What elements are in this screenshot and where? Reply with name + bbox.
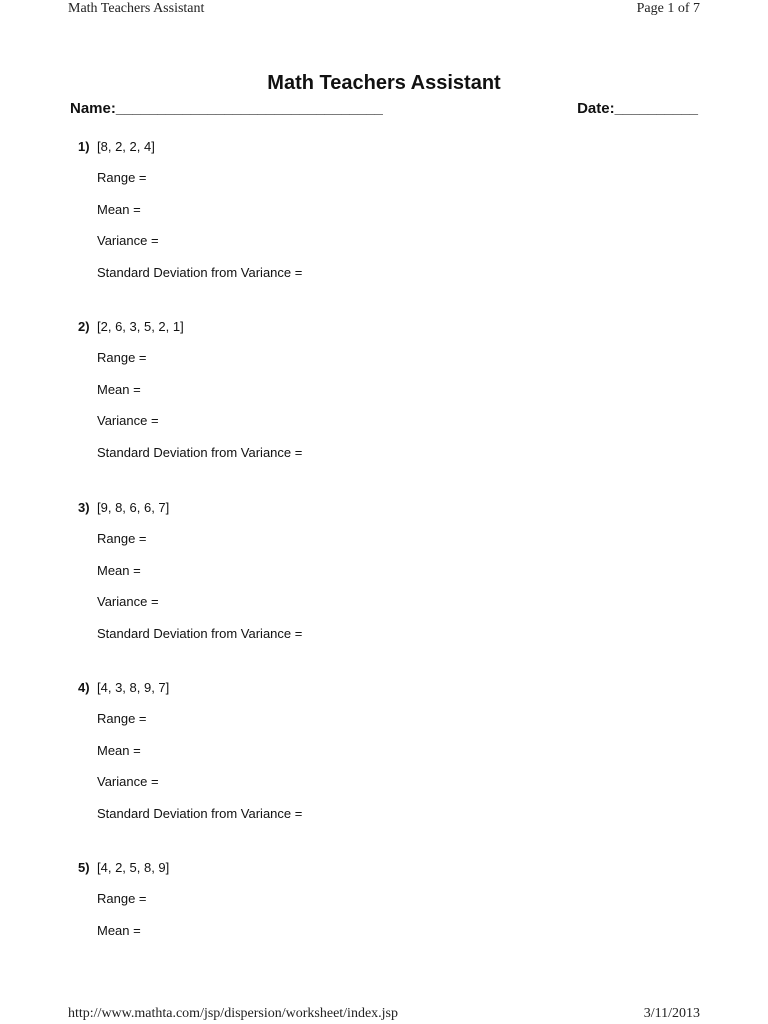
variance-line: Variance = bbox=[97, 413, 159, 428]
range-line: Range = bbox=[97, 531, 147, 546]
problem-dataset: [4, 3, 8, 9, 7] bbox=[97, 680, 170, 695]
variance-line: Variance = bbox=[97, 233, 159, 248]
mean-line: Mean = bbox=[97, 202, 141, 217]
variance-line: Variance = bbox=[97, 774, 159, 789]
mean-line: Mean = bbox=[97, 743, 141, 758]
problem-dataset: [8, 2, 2, 4] bbox=[97, 139, 155, 154]
problem-number: 5) bbox=[78, 860, 90, 875]
problem-dataset: [9, 8, 6, 6, 7] bbox=[97, 500, 170, 515]
mean-line: Mean = bbox=[97, 923, 141, 938]
problem-dataset: [2, 6, 3, 5, 2, 1] bbox=[97, 319, 184, 334]
print-footer-date: 3/11/2013 bbox=[643, 1006, 700, 1021]
std-dev-line: Standard Deviation from Variance = bbox=[97, 445, 303, 460]
range-line: Range = bbox=[97, 891, 147, 906]
worksheet-title: Math Teachers Assistant bbox=[267, 72, 501, 94]
print-footer-url: http://www.mathta.com/jsp/dispersion/worksheet/index.jsp bbox=[68, 1006, 398, 1021]
std-dev-line: Standard Deviation from Variance = bbox=[97, 806, 303, 821]
problem-number: 1) bbox=[78, 139, 90, 154]
name-field-label: Name:________________________________ bbox=[70, 100, 383, 117]
std-dev-line: Standard Deviation from Variance = bbox=[97, 265, 303, 280]
problem-number: 4) bbox=[78, 680, 90, 695]
range-line: Range = bbox=[97, 350, 147, 365]
print-header-title: Math Teachers Assistant bbox=[68, 1, 205, 16]
date-field-label: Date:__________ bbox=[577, 100, 698, 117]
range-line: Range = bbox=[97, 170, 147, 185]
variance-line: Variance = bbox=[97, 594, 159, 609]
problem-number: 2) bbox=[78, 319, 90, 334]
problem-number: 3) bbox=[78, 500, 90, 515]
problem-dataset: [4, 2, 5, 8, 9] bbox=[97, 860, 170, 875]
print-header-page-number: Page 1 of 7 bbox=[636, 1, 700, 16]
std-dev-line: Standard Deviation from Variance = bbox=[97, 626, 303, 641]
mean-line: Mean = bbox=[97, 563, 141, 578]
range-line: Range = bbox=[97, 711, 147, 726]
mean-line: Mean = bbox=[97, 382, 141, 397]
